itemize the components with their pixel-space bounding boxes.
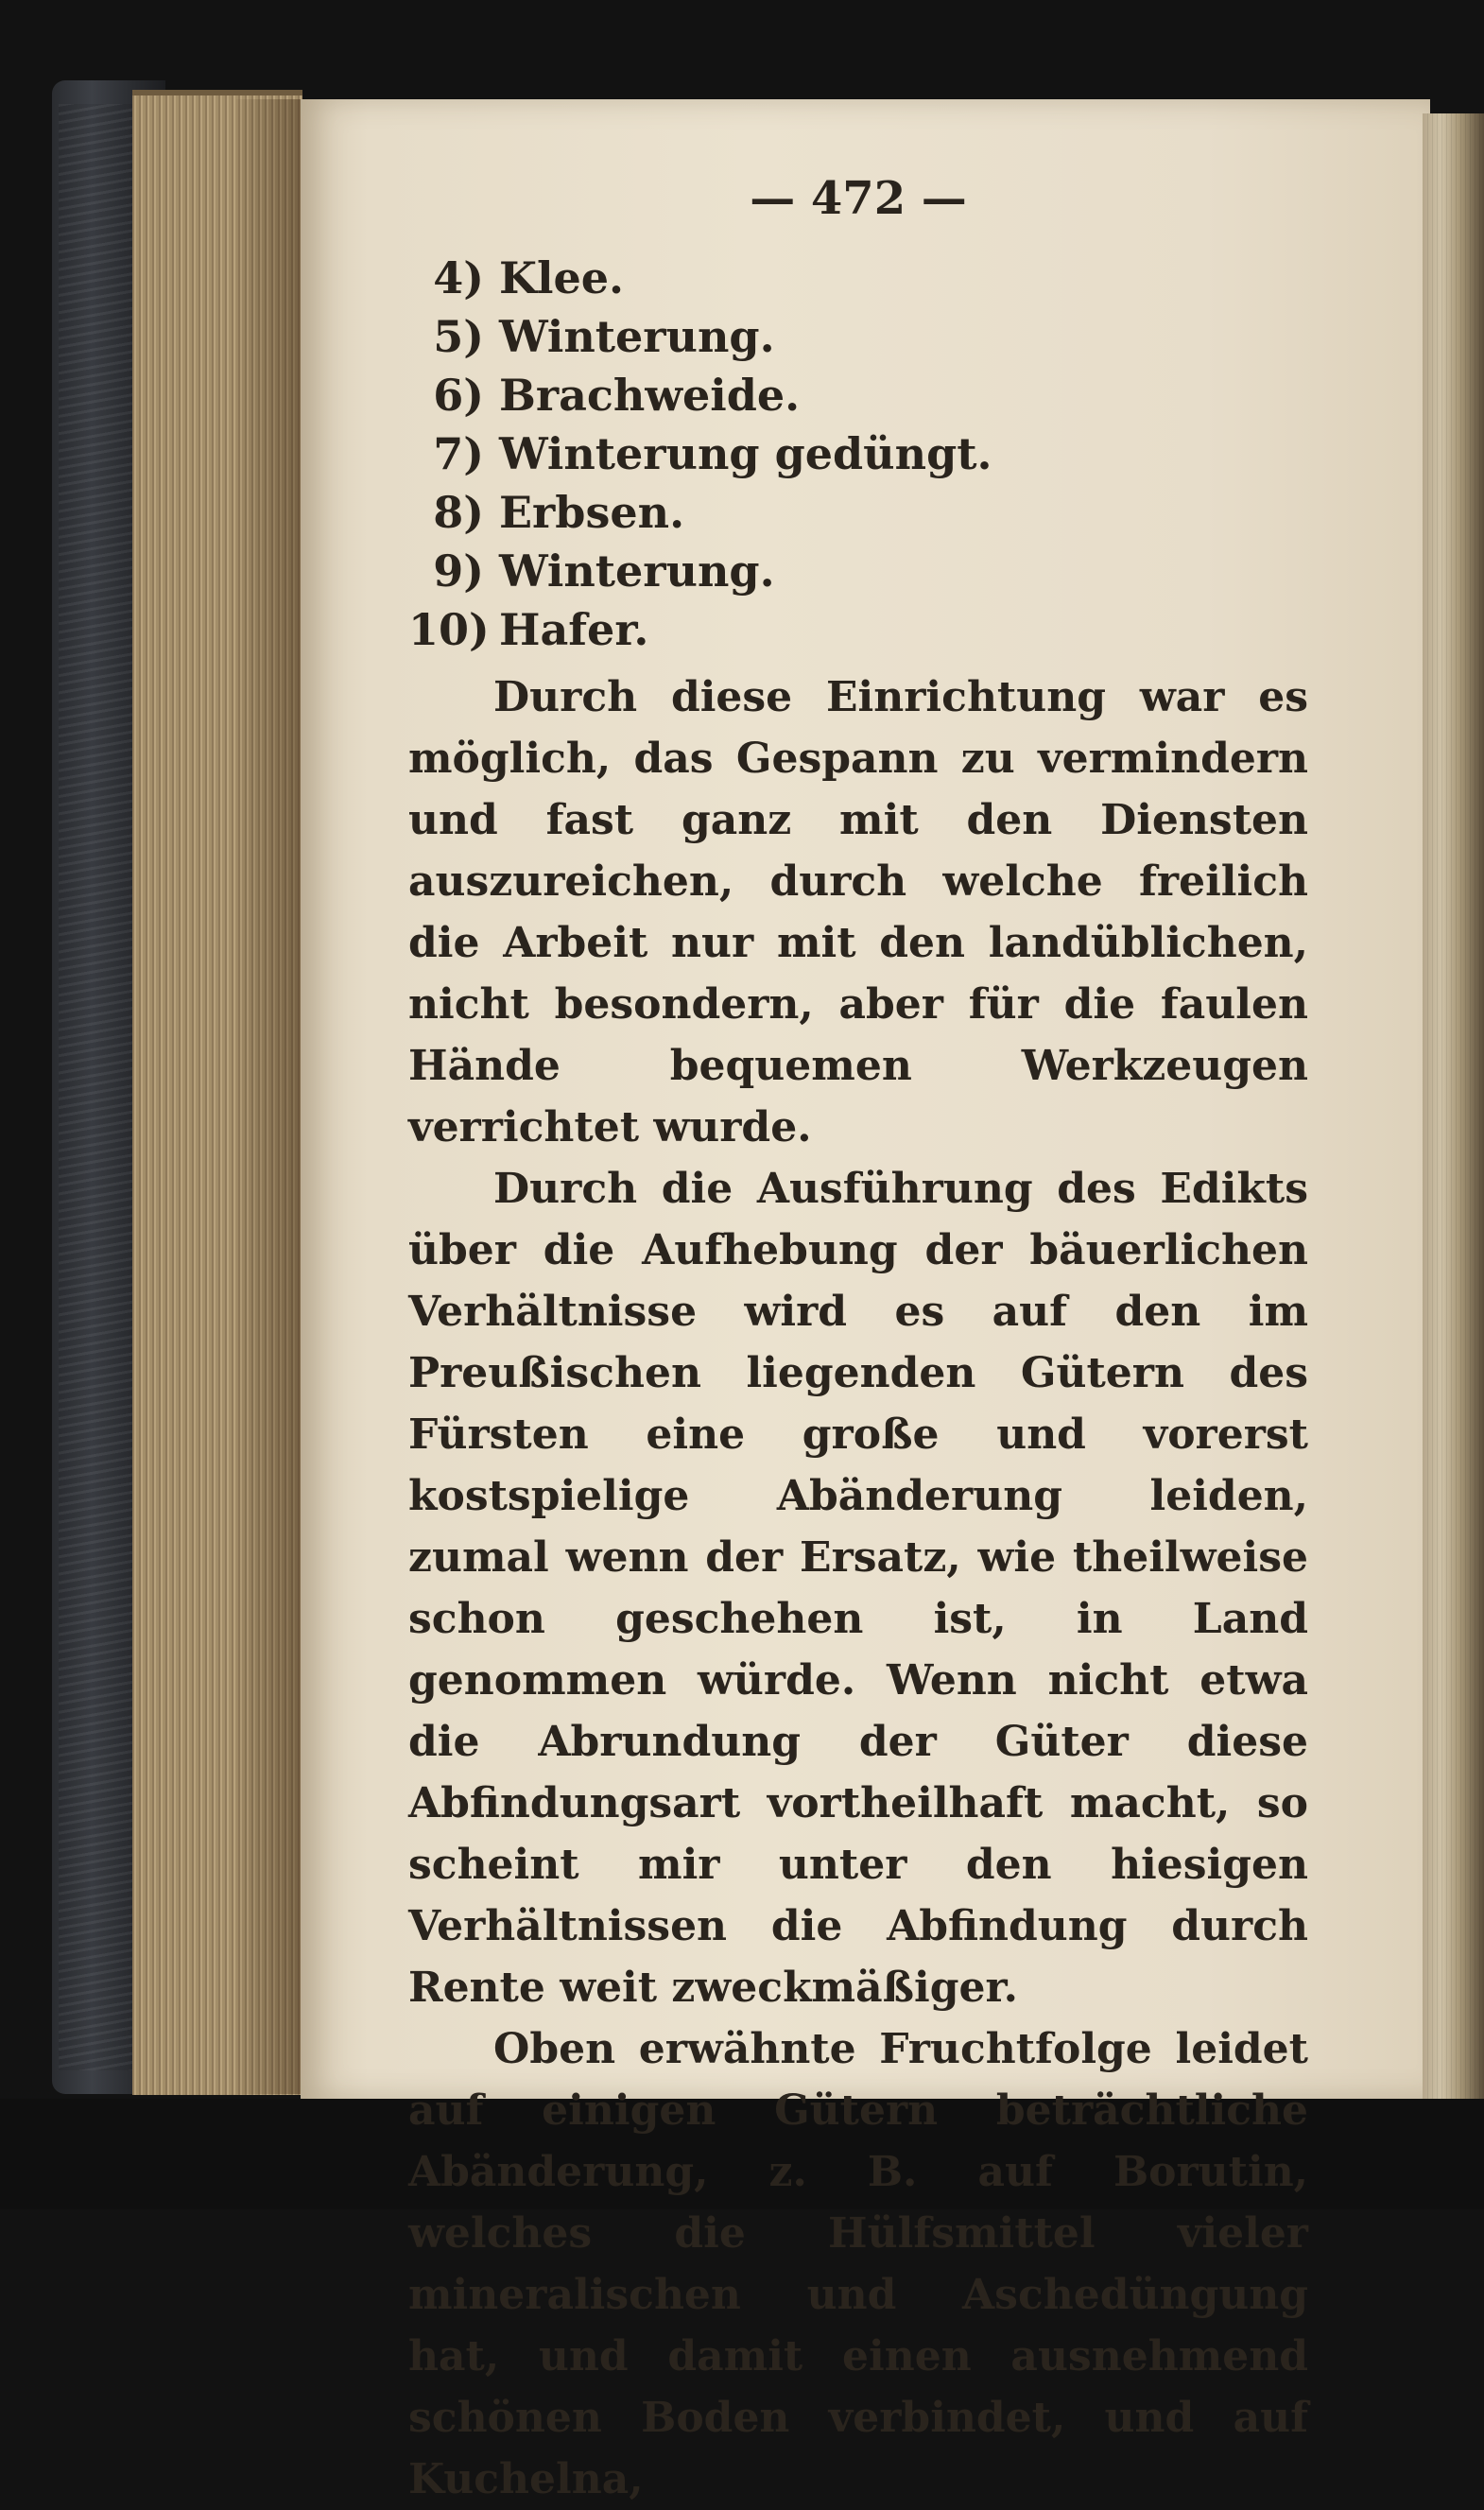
list-item <box>408 542 992 600</box>
paragraph: Durch die Ausführung des Edikts über die Aufhebung der bäuerlichen Verhältnisse wird es auf den im Preußischen liegenden Gütern des Fürsten eine große und vorerst kostspielige Abänderung leiden, zumal wenn der Ersatz, wie theilweise schon geschehen ist, in Land genommen würde. Wenn nicht etwa die Abrundung der Güter diese Abfindungsart vortheilhaft macht, so scheint mir unter den hiesigen Verhältnissen die Abfindung durch Rente weit zweckmäßiger. <box>408 1165 1308 2012</box>
list-item-text: Brachweide. <box>499 370 801 421</box>
paragraph: Oben erwähnte Fruchtfolge leidet auf einigen Gütern beträchtliche Abänderung, z. B. auf Borutin, welches die Hülfsmittel vieler mineralischen und Aschedüngung hat, und damit einen ausnehmend schönen Boden verbindet, und auf Kuchelna, <box>408 2025 1308 2503</box>
list-item-text: Klee. <box>499 252 625 303</box>
list-item-text: Erbsen. <box>499 487 685 538</box>
list-item-number: 7) <box>433 428 484 479</box>
crop-rotation-list <box>408 249 992 659</box>
list-item <box>408 366 992 424</box>
list-item-number: 6) <box>433 370 484 421</box>
list-item <box>408 483 992 542</box>
list-item-text: Winterung gedüngt. <box>499 428 992 479</box>
cover-texture <box>59 104 144 2070</box>
list-item-number: 5) <box>433 311 484 362</box>
right-page-edge-lines <box>1427 113 1482 2099</box>
list-item-text: Winterung. <box>499 311 775 362</box>
list-item-text: Hafer. <box>499 604 649 655</box>
page-gutter-shadow <box>236 99 302 2094</box>
paragraph: Durch diese Einrichtung war es möglich, das Gespann zu vermindern und fast ganz mit den Diensten auszureichen, durch welche freilich die Arbeit nur mit den landüblichen, nicht besondern, aber für die faulen Hände bequemen Werkzeugen verrichtet wurde. <box>408 673 1308 1151</box>
list-item-number: 9) <box>433 545 484 597</box>
list-item <box>408 424 992 483</box>
list-item-number: 8) <box>433 487 484 538</box>
list-item-number: 4) <box>433 252 484 303</box>
list-item <box>408 600 992 659</box>
list-item <box>408 307 992 366</box>
page-number: — 472 — <box>750 172 967 225</box>
list-item-number: 10) <box>408 604 490 655</box>
list-item-text: Winterung. <box>499 545 775 597</box>
body-paragraphs <box>408 666 1308 2510</box>
list-item <box>408 249 992 307</box>
